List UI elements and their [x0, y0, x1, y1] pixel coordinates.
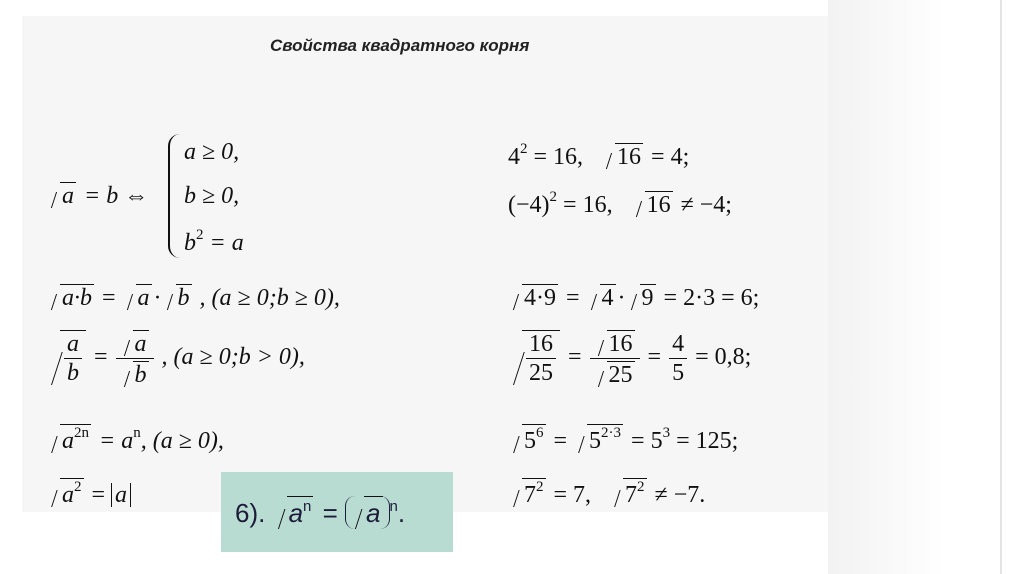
- definition-lhs: a = b ⇔: [46, 182, 148, 208]
- system-line-1: a ≥ 0,: [184, 139, 240, 165]
- example-4: $\frac{16}{25}$ = $\frac{16}{25}$ = $\frac{4}{5}$ = 0,8;: [508, 330, 751, 387]
- right-margin-rule: [1000, 0, 1002, 574]
- example-3: 4·9 = 4 · 9 = 2·3 = 6;: [508, 284, 759, 310]
- example-1: $4^2 = 16$, 16 = 4;: [508, 141, 690, 170]
- rule-6-note: [221, 472, 453, 552]
- quotient-rule: $\frac{a}{b}$ = $\frac{a}{b}$ , (a ≥ 0;b > 0),: [46, 330, 305, 387]
- right-margin-shade: [828, 0, 1024, 574]
- system-line-2: b ≥ 0,: [184, 183, 240, 209]
- slide-title: Свойства квадратного корня: [270, 36, 530, 55]
- example-5: $5^6 = 5^{2\cdot 3} = 5^3 = 125$;: [508, 424, 738, 453]
- product-rule: a·b = a · b , (a ≥ 0;b ≥ 0),: [46, 284, 340, 310]
- example-2: $(-4)^2 = 16$, 16 ≠ −4;: [508, 189, 732, 218]
- system-line-3: $b^2 = a$: [184, 227, 244, 256]
- power-rule: $a^{2n} = a^n$, (a ≥ 0),: [46, 424, 224, 453]
- abs-rule: $a^2 = a$: [46, 478, 131, 507]
- example-6: $7^2 = 7$, $7^2 \ne -7$.: [508, 478, 705, 507]
- rule-6-formula: 6). $a^n = a$ $^n$.: [235, 498, 406, 528]
